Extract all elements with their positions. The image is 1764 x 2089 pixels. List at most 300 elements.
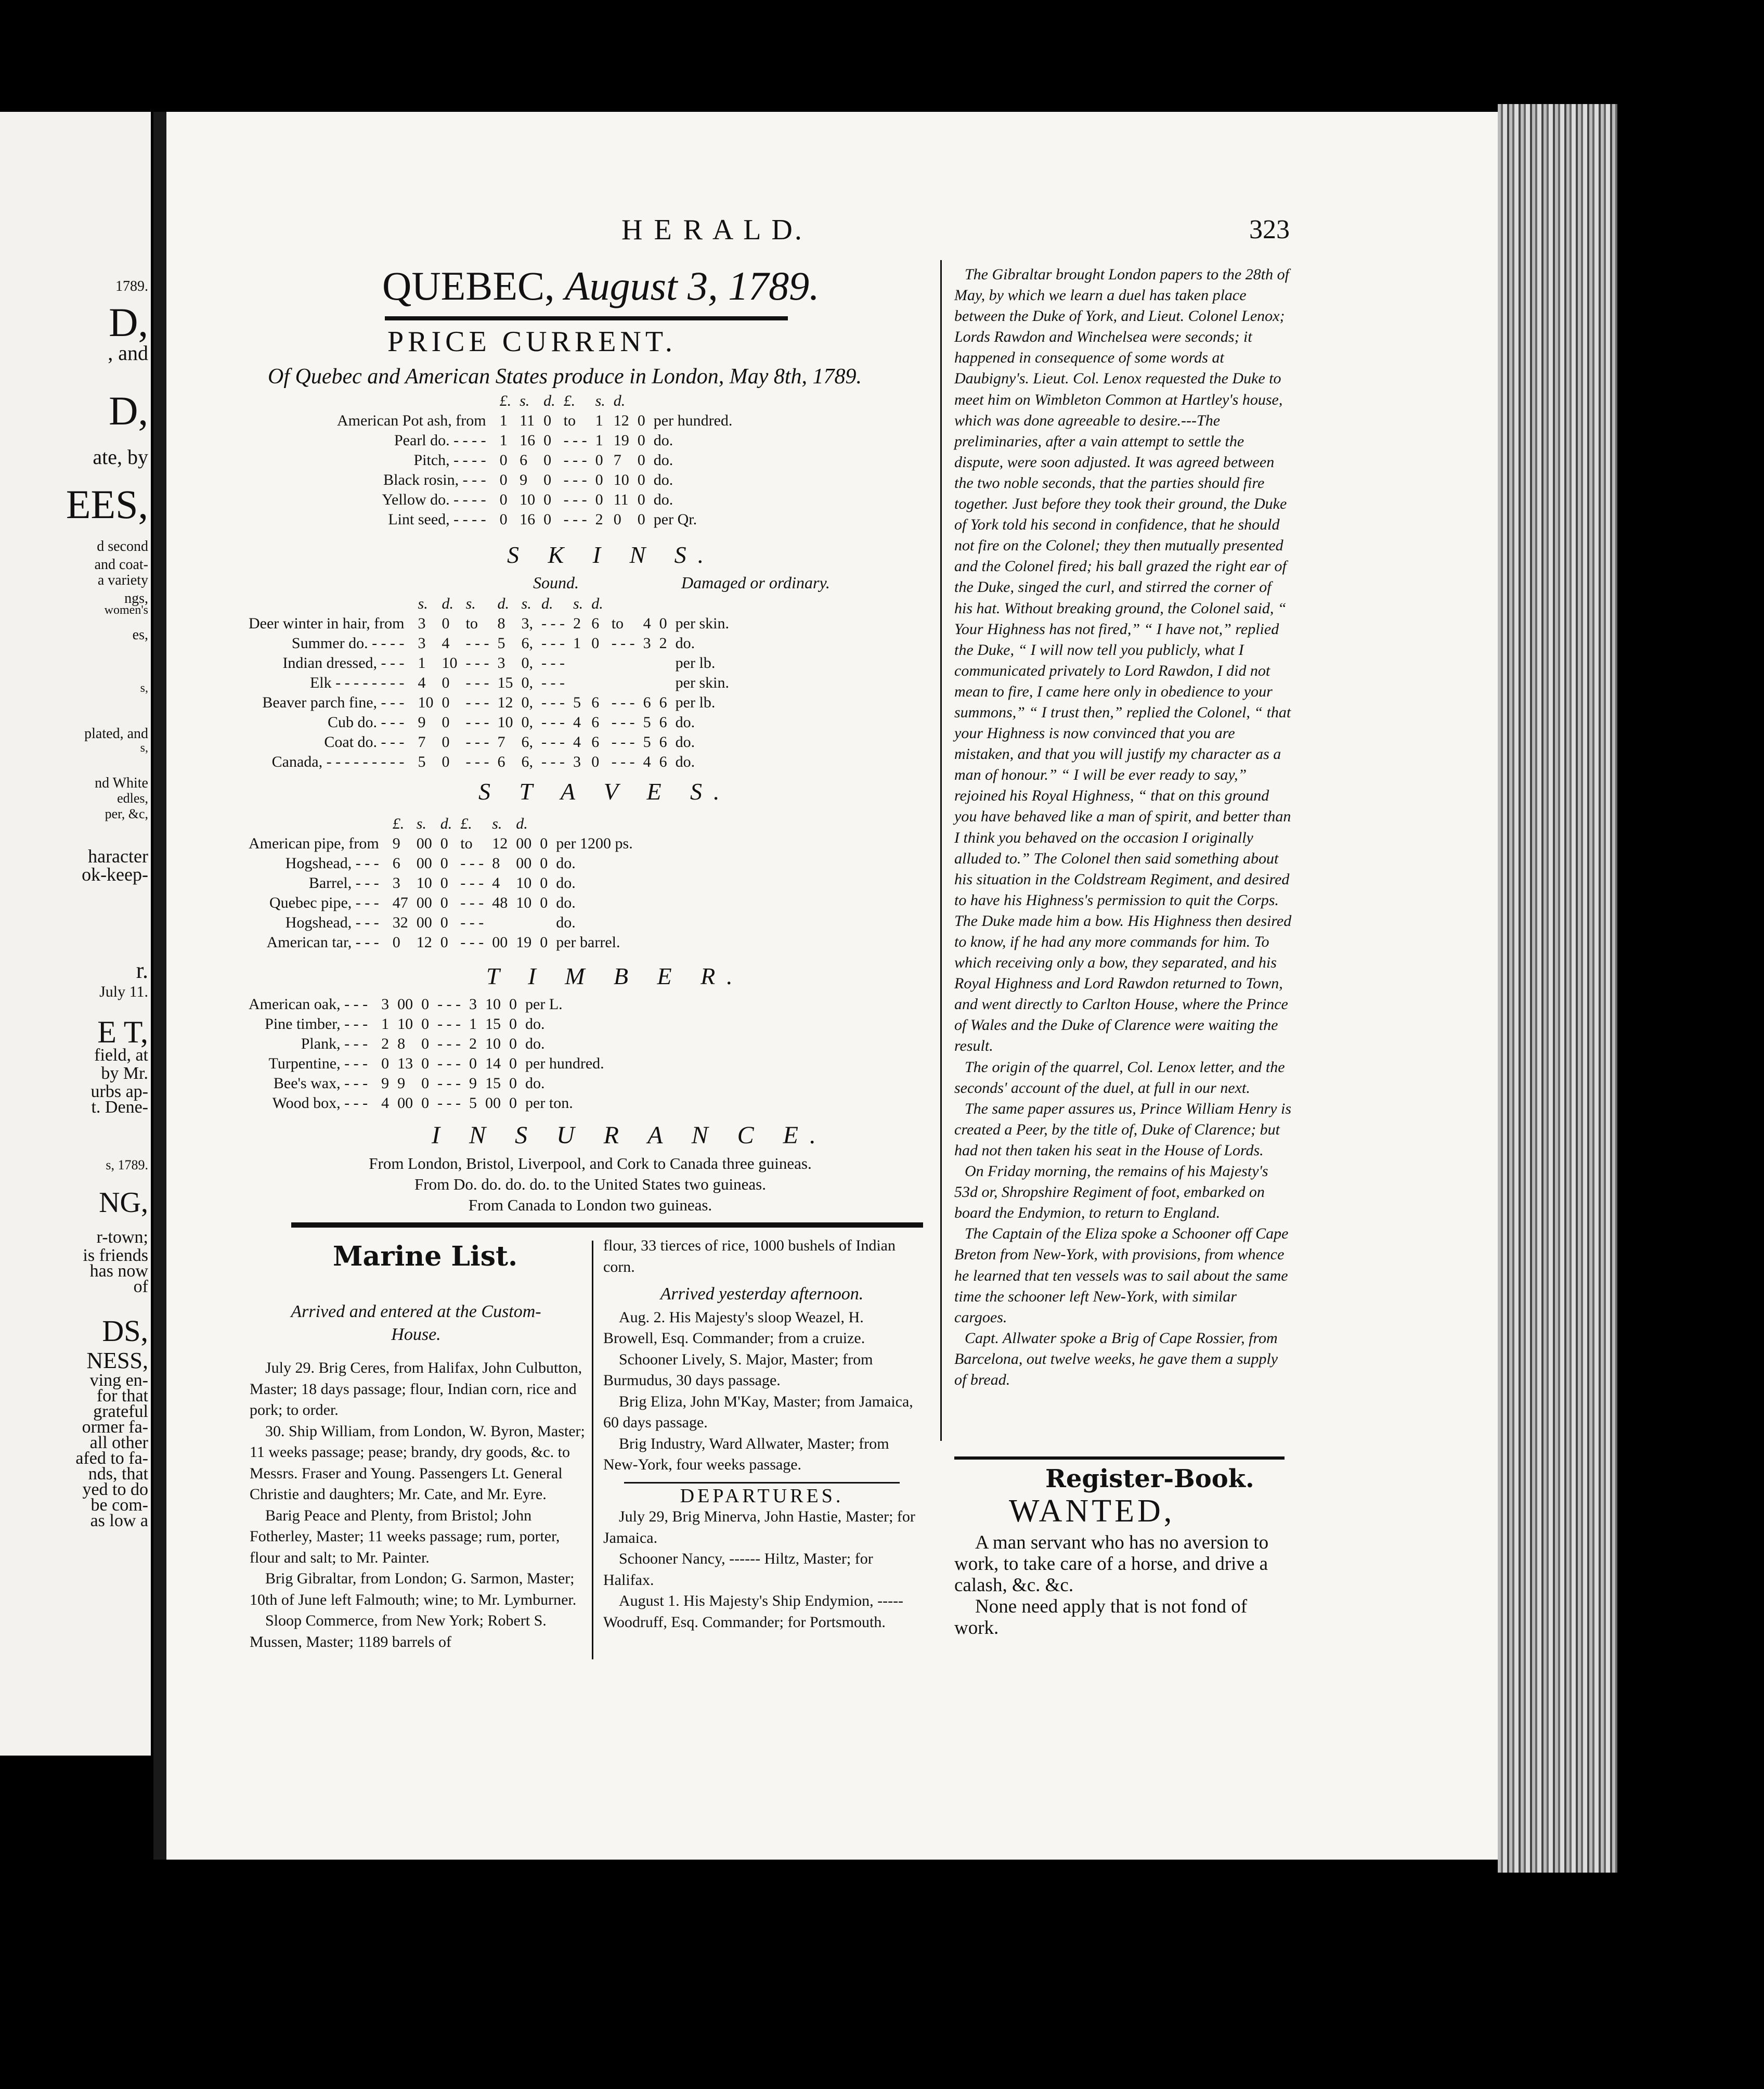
- departure-entry: Schooner Nancy, ------ Hiltz, Master; for Halifax.: [603, 1550, 873, 1589]
- skins-damaged-label: Damaged or ordinary.: [681, 573, 830, 592]
- row-value: 0: [509, 1075, 517, 1092]
- row-value: [587, 653, 607, 673]
- row-value: 4: [492, 874, 500, 892]
- price-current-subheading: Of Quebec and American States produce in London, May 8th, 1789.: [268, 365, 862, 389]
- table-header-cell: d.: [541, 595, 553, 612]
- row-value: 6,: [521, 753, 534, 770]
- table-row: [244, 752, 733, 772]
- row-value: 4: [418, 674, 426, 691]
- left-page-fragment: ving en-: [89, 1371, 148, 1390]
- table-row: [333, 450, 736, 470]
- row-value: 3: [643, 635, 651, 652]
- row-value: - - -: [437, 1075, 461, 1092]
- row-value: 10: [418, 694, 434, 711]
- row-value: 8: [397, 1035, 406, 1052]
- row-value: 0: [499, 471, 508, 488]
- row-value: 6: [643, 694, 651, 711]
- departures-rule: [624, 1482, 900, 1484]
- row-value: to: [460, 835, 473, 852]
- row-value: 10: [397, 1015, 413, 1033]
- arrival-entry: Schooner Lively, S. Major, Master; from Burmudus, 30 days passage.: [603, 1350, 873, 1389]
- left-page-fragment: a variety: [97, 572, 148, 588]
- row-value: 5: [643, 733, 651, 751]
- row-value: 0: [543, 491, 552, 508]
- row-value: 0: [543, 471, 552, 488]
- row-value: [536, 913, 552, 933]
- row-unit: do.: [556, 894, 576, 911]
- row-value: - - -: [465, 674, 489, 691]
- row-label: Plank, - - -: [301, 1035, 368, 1052]
- row-value: - - -: [541, 733, 565, 751]
- row-value: - - -: [465, 733, 489, 751]
- row-value: 0: [540, 894, 548, 911]
- row-value: 0: [440, 874, 448, 892]
- table-row: [244, 1074, 608, 1093]
- row-unit: do.: [653, 452, 673, 469]
- row-value: 0,: [521, 654, 534, 672]
- row-value: 6: [659, 694, 667, 711]
- table-header-row: [333, 391, 736, 411]
- row-value: 0: [637, 471, 645, 488]
- left-page-fragment: D,: [109, 300, 148, 345]
- row-value: 1: [499, 412, 508, 429]
- row-value: 00: [485, 1094, 501, 1112]
- column-rule-marine: [592, 1241, 593, 1659]
- insurance-lines: [291, 1153, 889, 1216]
- row-label: Quebec pipe, - - -: [269, 894, 379, 911]
- row-value: 19: [516, 934, 532, 951]
- left-page-fragment: t. Dene-: [91, 1098, 148, 1117]
- row-value: 7: [613, 452, 621, 469]
- row-label: Black rosin, - - -: [383, 471, 486, 488]
- row-value: 0: [499, 511, 508, 528]
- row-value: - - -: [465, 635, 489, 652]
- dateline-date: August 3, 1789.: [565, 263, 820, 308]
- row-value: 19: [613, 432, 629, 449]
- left-page-fragment: all other: [89, 1433, 148, 1452]
- row-value: 0: [637, 412, 645, 429]
- row-value: 0: [637, 511, 645, 528]
- row-label: Yellow do. - - - -: [382, 491, 486, 508]
- row-value: 3: [392, 874, 400, 892]
- row-value: 6: [659, 714, 667, 731]
- table-header-cell: d.: [613, 392, 626, 409]
- row-value: - - -: [563, 511, 587, 528]
- row-value: - - -: [541, 654, 565, 672]
- row-value: - - -: [541, 694, 565, 711]
- row-value: 6: [520, 452, 528, 469]
- row-value: [655, 653, 671, 673]
- row-value: 0: [595, 471, 603, 488]
- row-value: 2: [381, 1035, 390, 1052]
- row-value: 0: [440, 835, 448, 852]
- row-unit: per hundred.: [653, 412, 733, 429]
- row-value: to: [563, 412, 576, 429]
- row-value: 3: [381, 996, 390, 1013]
- row-value: 13: [397, 1055, 413, 1072]
- row-value: [607, 653, 639, 673]
- row-unit: per ton.: [525, 1094, 573, 1112]
- row-unit: do.: [525, 1015, 545, 1033]
- row-value: 0: [540, 855, 548, 872]
- row-value: 0: [442, 694, 450, 711]
- left-page-fragment: nd White: [95, 775, 148, 791]
- skins-heading: S K I N S.: [507, 541, 716, 568]
- left-page-fragment: yed to do: [82, 1480, 148, 1499]
- row-label: Wood box, - - -: [272, 1094, 368, 1112]
- row-value: 2: [659, 635, 667, 652]
- departures-heading: DEPARTURES.: [680, 1485, 844, 1507]
- table-header-cell: s.: [521, 595, 531, 612]
- left-page-fragment: d second: [97, 538, 148, 555]
- arrival-entry: Brig Eliza, John M'Kay, Master; from Jamaica, 60 days passage.: [603, 1392, 913, 1431]
- row-value: to: [465, 615, 478, 632]
- row-value: 6: [591, 694, 600, 711]
- table-header-cell: s.: [492, 815, 502, 832]
- marine-list-heading: Marine List.: [333, 1241, 518, 1272]
- table-row: [244, 854, 637, 873]
- row-value: 0: [659, 615, 667, 632]
- row-value: 0: [509, 1035, 517, 1052]
- row-value: - - -: [541, 635, 565, 652]
- row-unit: per lb.: [675, 654, 716, 672]
- row-unit: do.: [653, 432, 673, 449]
- row-value: 6: [591, 615, 600, 632]
- dateline-place: QUEBEC,: [382, 263, 555, 308]
- row-value: 0: [540, 835, 548, 852]
- row-value: [639, 653, 655, 673]
- left-page-fragment: of: [133, 1277, 148, 1296]
- row-value: 3: [418, 635, 426, 652]
- row-value: 0: [543, 432, 552, 449]
- row-value: - - -: [611, 753, 635, 770]
- row-value: 47: [392, 894, 408, 911]
- row-value: 14: [485, 1055, 501, 1072]
- insurance-rule: [291, 1222, 923, 1228]
- table-row: [244, 634, 733, 653]
- row-label: Canada, - - - - - - - - -: [271, 753, 405, 770]
- row-unit: do.: [556, 914, 576, 931]
- row-label: American Pot ash, from: [337, 412, 486, 429]
- left-page-fragment: has now: [89, 1261, 148, 1281]
- table-header-cell: s.: [465, 595, 476, 612]
- row-value: to: [611, 615, 624, 632]
- left-page-fragment: EES,: [66, 482, 148, 527]
- insurance-heading: I N S U R A N C E.: [432, 1121, 827, 1149]
- row-unit: per 1200 ps.: [556, 835, 633, 852]
- row-value: 0: [442, 733, 450, 751]
- row-value: 0: [509, 1015, 517, 1033]
- row-unit: per L.: [525, 996, 563, 1013]
- row-label: American tar, - - -: [266, 934, 379, 951]
- timber-table: [244, 995, 608, 1113]
- table-row: [244, 913, 637, 933]
- row-value: [655, 673, 671, 693]
- row-value: 10: [485, 1035, 501, 1052]
- left-page-fragment: as low a: [90, 1511, 148, 1530]
- row-unit: per skin.: [675, 615, 729, 632]
- row-value: 0: [421, 1035, 430, 1052]
- arrived-heading: [250, 1300, 582, 1346]
- row-value: - - -: [437, 1055, 461, 1072]
- left-page-fragment: ate, by: [93, 445, 148, 469]
- row-unit: do.: [675, 714, 695, 731]
- row-value: 9: [520, 471, 528, 488]
- row-value: 9: [381, 1075, 390, 1092]
- row-value: [569, 653, 587, 673]
- row-value: 8: [492, 855, 500, 872]
- register-book-ad: [954, 1532, 1292, 1639]
- row-value: 11: [520, 412, 535, 429]
- table-header-cell: s.: [418, 595, 428, 612]
- dateline: [382, 263, 820, 310]
- row-value: - - -: [460, 934, 484, 951]
- wanted-heading: WANTED,: [1009, 1493, 1175, 1529]
- row-value: 3: [469, 996, 477, 1013]
- row-value: 0: [509, 1055, 517, 1072]
- left-page-fragment: ok-keep-: [82, 864, 148, 885]
- table-row: [244, 1034, 608, 1054]
- row-value: 0: [440, 914, 448, 931]
- row-value: 0: [637, 432, 645, 449]
- row-label: Barrel, - - -: [308, 874, 379, 892]
- book-gutter: [153, 112, 166, 1860]
- table-row: [244, 873, 637, 893]
- left-page-fragment: women's: [104, 603, 148, 617]
- row-value: 9: [469, 1075, 477, 1092]
- dateline-rule: [385, 316, 788, 320]
- departure-entry: August 1. His Majesty's Ship Endymion, ----- Woodruff, Esq. Commander; for Portsmouth.: [603, 1592, 904, 1631]
- left-page-fragment: ormer fa-: [82, 1417, 148, 1437]
- left-page-fragment: afed to fa-: [75, 1449, 148, 1468]
- row-value: 0: [421, 1094, 430, 1112]
- left-page-fragment: s, 1789.: [106, 1157, 148, 1172]
- row-value: 3: [573, 753, 581, 770]
- row-unit: per skin.: [675, 674, 729, 691]
- row-value: 1: [595, 432, 603, 449]
- left-page-fragment: , and: [108, 341, 148, 365]
- left-page-fragment: NG,: [99, 1187, 148, 1219]
- row-value: 0: [442, 714, 450, 731]
- left-page-fragment: s,: [140, 681, 148, 695]
- row-value: 7: [418, 733, 426, 751]
- advertisement-paragraph: A man servant who has no aversion to work, to take care of a horse, and drive a calash, &c. &c.: [954, 1532, 1269, 1596]
- row-value: 6,: [521, 733, 534, 751]
- row-value: 5: [497, 635, 505, 652]
- row-label: Summer do. - - - -: [291, 635, 405, 652]
- page-edges: [1498, 104, 1617, 1873]
- row-value: 00: [416, 855, 432, 872]
- left-page-fragment: is friends: [83, 1246, 148, 1265]
- row-value: 0: [591, 753, 600, 770]
- row-value: [639, 673, 655, 693]
- left-page-fragment: field, at: [94, 1046, 148, 1065]
- row-value: 0: [509, 996, 517, 1013]
- marine-list-right-column: [603, 1235, 920, 1633]
- row-value: 0: [540, 934, 548, 951]
- row-unit: do.: [653, 471, 673, 488]
- row-unit: per hundred.: [525, 1055, 604, 1072]
- row-value: 0: [442, 674, 450, 691]
- table-row: [244, 732, 733, 752]
- left-page-fragment: haracter: [88, 846, 148, 867]
- running-head-title: H E R A L D.: [621, 214, 804, 246]
- row-value: - - -: [437, 1035, 461, 1052]
- news-paragraph: The Gibraltar brought London papers to the 28th of May, by which we learn a duel has taken place between the Duke of York, and Lieut. Colonel Lenox; Lords Rawdon and Winchelsea were seconds; it happened in consequence of some words at Daubigny's. Lieut. Col. Lenox requested the Duke to meet him on Wimbleton Common at Hartley's house, which was done agreeable to desire.---The preliminaries, after a vain attempt to settle the dispute, were soon adjusted. It was agreed between the two noble seconds, that the parties should fire together. Just before they took their ground, the Duke of York told his second in confidence, that he should not fire on the Colonel; they then mutually presented and the Colonel fired; his ball grazed the right ear of the Duke, singed the curl, and stirred the corner of his hat. Without breaking ground, the Colonel said, “ Your Highness has not fired,” “ I have not,” replied the Duke, “ I will now tell you publicly, what I communicated privately to Lord Rawdon, I did not mean to fire, I came here only in obedience to your summons,” “ I trust then,” replied the Colonel, “ that your Highness is now convinced that you are mistaken, and that you will justify my character as a man of honour.” “ I will be ever ready to say,” rejoined his Royal Highness, “ that on this ground you have behaved like a man of spirit, and better than I think you behaved on the occasion I originally alluded to.” The Colonel then said something about his situation in the Coldstream Regiment, and desired to have his Highness's permission to quit the Corps. The Duke made him a bow. His Highness then desired to know, if he had any more commands for him. To which receiving only a bow, they separated, and his Royal Highness and Lord Rawdon returned to Town, and went directly to Carlton House, where the Prince of Wales and the Duke of Clarence were waiting the result.: [954, 266, 1292, 1055]
- row-label: Hogshead, - - -: [285, 855, 379, 872]
- timber-heading: T I M B E R.: [486, 963, 744, 989]
- marine-list-entry: July 29. Brig Ceres, from Halifax, John Culbutton, Master; 18 days passage; flour, Indian corn, rice and pork; to order.: [250, 1359, 582, 1419]
- row-value: 0,: [521, 674, 534, 691]
- register-book-heading: Register-Book.: [1045, 1464, 1254, 1493]
- table-row: [244, 893, 637, 913]
- row-value: 0: [591, 635, 600, 652]
- table-header-cell: s.: [595, 392, 605, 409]
- row-value: [512, 913, 536, 933]
- row-label: Turpentine, - - -: [268, 1055, 368, 1072]
- row-value: - - -: [563, 471, 587, 488]
- row-value: - - -: [465, 714, 489, 731]
- table-row: [333, 431, 736, 450]
- price-current-table: [333, 391, 736, 530]
- row-value: - - -: [611, 714, 635, 731]
- row-value: [569, 673, 587, 693]
- row-value: 6: [591, 733, 600, 751]
- row-value: 0: [442, 753, 450, 770]
- staves-heading: S T A V E S.: [478, 778, 731, 805]
- row-value: 4: [573, 714, 581, 731]
- row-unit: do.: [653, 491, 673, 508]
- row-value: 10: [485, 996, 501, 1013]
- row-value: 10: [416, 874, 432, 892]
- row-value: 12: [416, 934, 432, 951]
- row-value: 16: [520, 511, 536, 528]
- left-page-fragment: grateful: [93, 1402, 148, 1421]
- row-unit: do.: [525, 1035, 545, 1052]
- news-end-rule: [954, 1456, 1285, 1460]
- left-page-fragment: es,: [132, 627, 148, 643]
- news-column: [954, 264, 1292, 1390]
- left-page-fragment: plated, and: [84, 726, 148, 742]
- row-value: [587, 673, 607, 693]
- row-value: 00: [416, 835, 432, 852]
- arrived-heading-line-1: Arrived and entered at the Custom-: [291, 1302, 541, 1321]
- page-number: 323: [1249, 215, 1290, 244]
- row-value: 0: [421, 1075, 430, 1092]
- table-header-cell: d.: [440, 815, 452, 832]
- row-label: Indian dressed, - - -: [282, 654, 405, 672]
- row-value: 8: [497, 615, 505, 632]
- row-value: - - -: [437, 1094, 461, 1112]
- row-value: 4: [381, 1094, 390, 1112]
- table-header-cell: d.: [543, 392, 555, 409]
- row-value: 16: [520, 432, 536, 449]
- table-row: [333, 470, 736, 490]
- table-row: [333, 490, 736, 510]
- row-value: 0: [543, 412, 552, 429]
- row-value: 5: [573, 694, 581, 711]
- left-page-fragment: E T,: [97, 1015, 148, 1049]
- row-label: Pearl do. - - - -: [394, 432, 486, 449]
- left-page-fragment: NESS,: [86, 1348, 148, 1373]
- left-page-fragment: r-town;: [96, 1228, 148, 1247]
- skins-table: [244, 594, 733, 772]
- row-value: 0: [421, 1015, 430, 1033]
- row-value: 10: [613, 471, 629, 488]
- left-page-fragment: ngs,: [124, 590, 148, 607]
- row-value: 10: [520, 491, 536, 508]
- advertisement-paragraph: None need apply that is not fond of work.: [954, 1596, 1248, 1639]
- news-paragraph: The same paper assures us, Prince William Henry is created a Peer, by the title of, Duke of Clarence; but had not then taken his seat in the House of Lords.: [954, 1100, 1292, 1159]
- row-label: American oak, - - -: [249, 996, 368, 1013]
- row-value: 0: [613, 511, 621, 528]
- row-value: 12: [497, 694, 513, 711]
- row-value: 2: [573, 615, 581, 632]
- row-value: 48: [492, 894, 508, 911]
- row-unit: do.: [675, 635, 695, 652]
- row-value: 10: [497, 714, 513, 731]
- row-value: - - -: [563, 452, 587, 469]
- insurance-line-1: From London, Bristol, Liverpool, and Cork to Canada three guineas.: [369, 1154, 812, 1172]
- row-value: [607, 673, 639, 693]
- left-page-fragment: nds, that: [88, 1464, 148, 1484]
- arrival-entry: Aug. 2. His Majesty's sloop Weazel, H. Browell, Esq. Commander; from a cruize.: [603, 1308, 865, 1347]
- arrival-entry: Brig Industry, Ward Allwater, Master; from New-York, four weeks passage.: [603, 1435, 889, 1473]
- row-value: 1: [381, 1015, 390, 1033]
- table-row: [244, 1093, 608, 1113]
- table-header-row: [244, 814, 637, 834]
- row-value: - - -: [437, 1015, 461, 1033]
- row-value: - - -: [460, 894, 484, 911]
- marine-list-continuation: flour, 33 tierces of rice, 1000 bushels of Indian corn.: [603, 1237, 896, 1275]
- table-header-row: [244, 594, 733, 614]
- news-paragraph: The Captain of the Eliza spoke a Schooner off Cape Breton from New-York, with provisions, from whence he learned that ten vessels was to sail about the same time the schooner left New-York, with similar cargoes.: [954, 1225, 1289, 1326]
- left-page-fragment: D,: [109, 388, 148, 433]
- row-label: Hogshead, - - -: [285, 914, 379, 931]
- table-header-spacer: [333, 391, 496, 411]
- row-value: 32: [392, 914, 408, 931]
- row-value: 4: [643, 753, 651, 770]
- column-rule-news: [940, 260, 942, 1441]
- table-row: [244, 693, 733, 713]
- row-value: 15: [497, 674, 513, 691]
- row-value: 12: [492, 835, 508, 852]
- row-label: Elk - - - - - - - -: [309, 674, 405, 691]
- row-label: Deer winter in hair, from: [249, 615, 405, 632]
- departure-entry: July 29, Brig Minerva, John Hastie, Master; for Jamaica.: [603, 1508, 915, 1546]
- row-value: 9: [397, 1075, 406, 1092]
- row-value: 3,: [521, 615, 534, 632]
- marine-list-entry: 30. Ship William, from London, W. Byron, Master; 11 weeks passage; pease; brandy, dry goods, &c. to Messrs. Fraser and Young. Passengers Lt. General Christie and daughters; Mr. Cate, and Mr. Eyre.: [250, 1422, 585, 1503]
- left-page-fragment: 1789.: [115, 278, 148, 294]
- row-value: 00: [416, 894, 432, 911]
- row-value: 1: [499, 432, 508, 449]
- row-value: - - -: [611, 733, 635, 751]
- row-value: - - -: [611, 635, 635, 652]
- row-value: 0: [440, 855, 448, 872]
- row-unit: per barrel.: [556, 934, 620, 951]
- table-row: [244, 1014, 608, 1034]
- row-value: 0: [637, 452, 645, 469]
- table-header-cell: s.: [416, 815, 426, 832]
- row-value: 0: [509, 1094, 517, 1112]
- row-value: 10: [442, 654, 458, 672]
- row-value: 10: [516, 874, 532, 892]
- row-value: 0: [543, 511, 552, 528]
- row-label: Bee's wax, - - -: [273, 1075, 368, 1092]
- row-value: - - -: [465, 654, 489, 672]
- row-value: - - -: [541, 753, 565, 770]
